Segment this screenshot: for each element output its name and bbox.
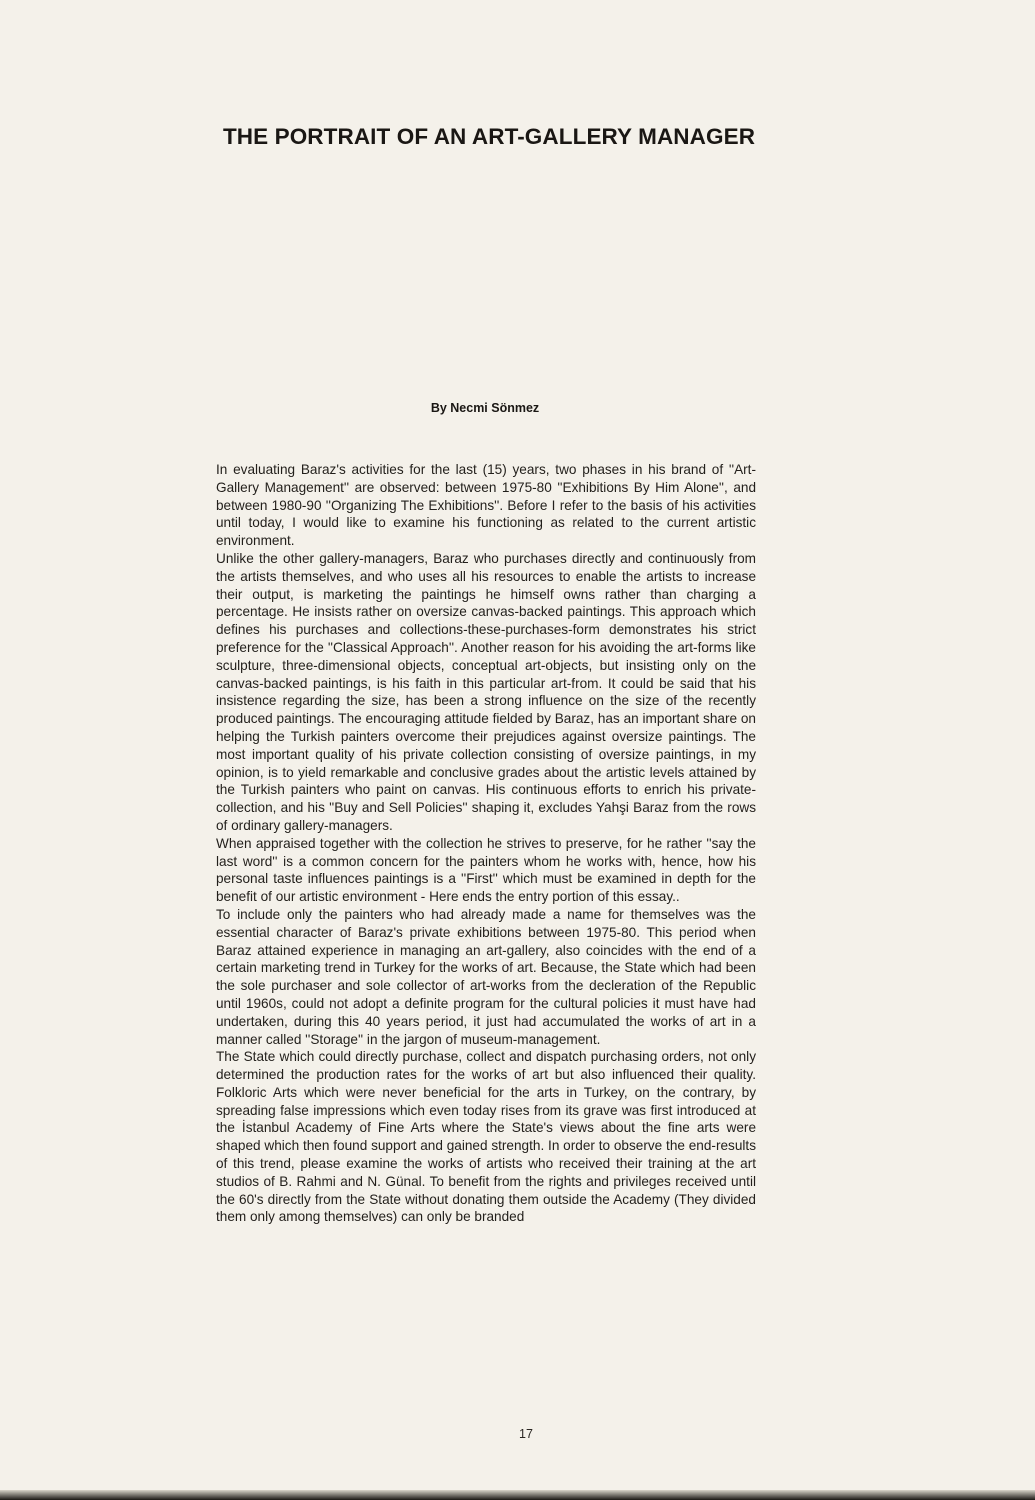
- article-byline: By Necmi Sönmez: [430, 401, 540, 415]
- article-title: THE PORTRAIT OF AN ART-GALLERY MANAGER: [222, 124, 756, 149]
- body-paragraph: In evaluating Baraz's activities for the last (15) years, two phases in his brand of ''Art-Gallery Management'' are observed: between 1975-80 ''Exhibitions By Him Alone'', and between 1980-90 ''Organizing The Exhibitions''. Before I refer to the basis of his activities until today, I would like to examine his functioning as related to the current artistic environment.: [216, 462, 756, 549]
- article-body: [216, 461, 756, 1226]
- body-paragraph: To include only the painters who had already made a name for themselves was the essential character of Baraz's private exhibitions between 1975-80. This period when Baraz attained experience in managing an art-gallery, also coincides with the end of a certain marketing trend in Turkey for the works of art. Because, the State which had been the sole purchaser and sole collector of art-works from the decleration of the Republic until 1960s, could not adopt a definite program for the cultural policies it must have had undertaken, during this 40 years period, it just had accumulated the works of art in a manner called ''Storage'' in the jargon of museum-management.: [216, 906, 756, 1047]
- body-paragraph: The State which could directly purchase, collect and dispatch purchasing orders, not only determined the production rates for the works of art but also influenced their quality. Folkloric Arts which were never beneficial for the arts in Turkey, on the contrary, by spreading false impressions which even today rises from its grave was first introduced at the İstanbul Academy of Fine Arts where the State's views about the fine arts were shaped which then found support and gained strength. In order to observe the end-results of this trend, please examine the works of artists who received their training at the art studios of B. Rahmi and N. Günal. To benefit from the rights and privileges received until the 60's directly from the State without donating them outside the Academy (They divided them only among themselves) can only be branded: [216, 1049, 756, 1225]
- page-bottom-edge: [0, 1490, 1035, 1500]
- page-number: 17: [519, 1427, 533, 1441]
- body-paragraph: When appraised together with the collection he strives to preserve, for he rather ''say the last word'' is a common concern for the painters whom he works with, hence, how his personal taste influences paintings is a ''First'' which must be examined in depth for the benefit of our artistic environment - Here ends the entry portion of this essay..: [216, 835, 756, 905]
- body-paragraph: Unlike the other gallery-managers, Baraz who purchases directly and continuously from the artists themselves, and who uses all his resources to enable the artists to increase their output, is marketing the paintings he himself owns rather than charging a percentage. He insists rather on oversize canvas-backed paintings. This approach which defines his purchases and collections-these-purchases-form demonstrates his strict preference for the ''Classical Approach''. Another reason for his avoiding the art-forms like sculpture, three-dimensional objects, conceptual art-objects, but insisting only on the canvas-backed paintings, is his faith in this particular art-from. It could be said that his insistence regarding the size, has been a strong influence on the size of the recently produced paintings. The encouraging attitude fielded by Baraz, has an important share on helping the Turkish painters overcome their prejudices against oversize paintings. The most important quality of his private collection consisting of oversize paintings, in my opinion, is to yield remarkable and conclusive grades about the artistic levels attained by the Turkish painters who paint on canvas. His continuous efforts to enrich his private-collection, and his ''Buy and Sell Policies'' shaping it, excludes Yahşi Baraz from the rows of ordinary gallery-managers.: [216, 550, 756, 833]
